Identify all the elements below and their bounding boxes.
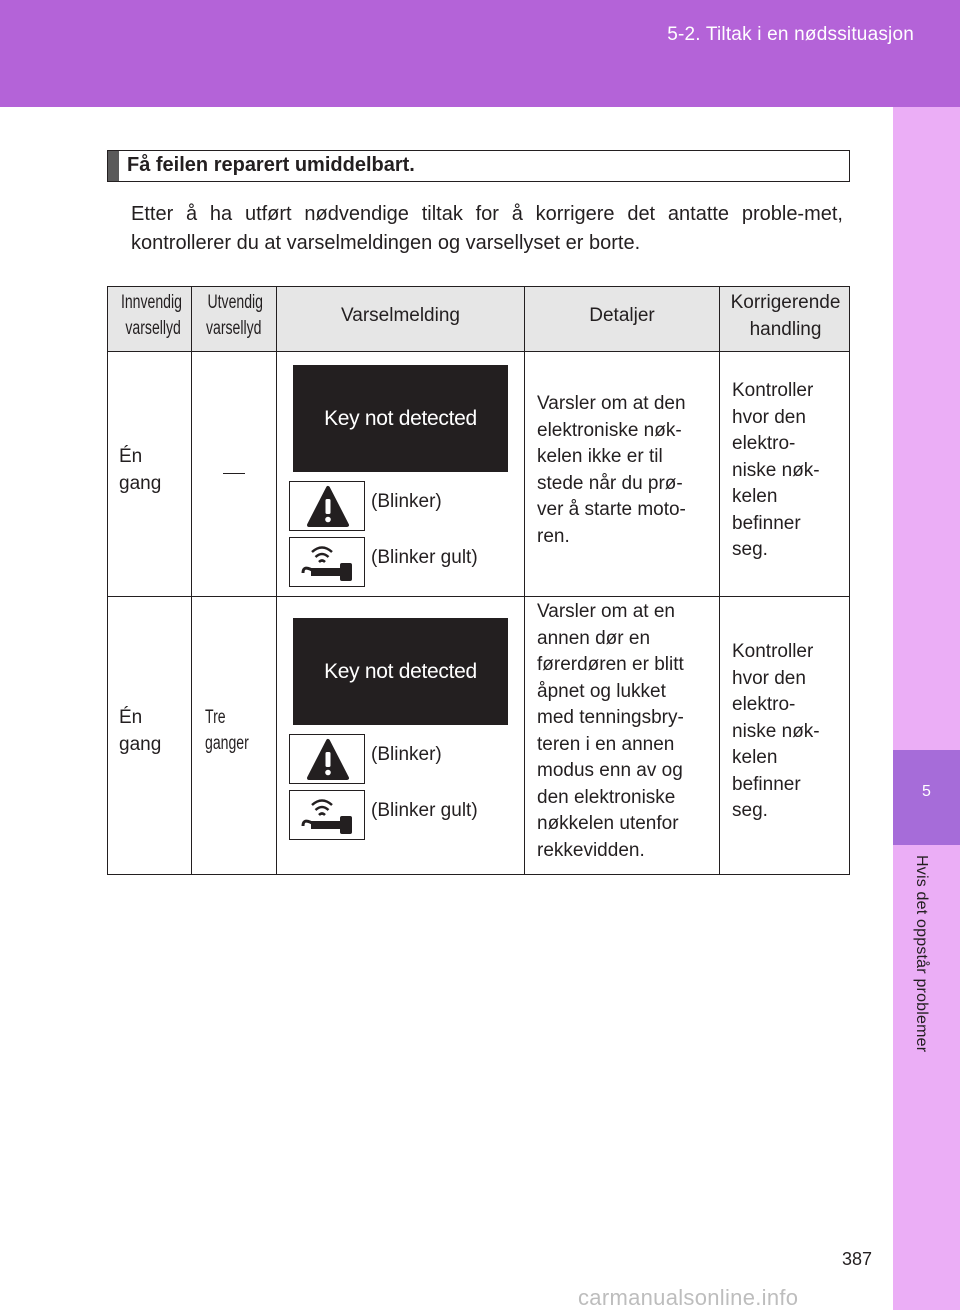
header-inner-buzzer: Innvendig varsellyd	[120, 292, 182, 339]
watermark: carmanualsonline.info	[578, 1285, 799, 1310]
row1-icon1-label: (Blinker)	[371, 491, 442, 512]
row2-action: Kontroller hvor den elektro- niske nøk- kelen befinner seg.	[732, 641, 820, 821]
row2-display-text: Key not detected	[324, 659, 477, 683]
heading-marker	[108, 151, 119, 181]
chapter-title: Hvis det oppstår problemer	[913, 855, 930, 1053]
warning-triangle-icon	[289, 734, 365, 784]
row1-inner-buzzer: Én gang	[119, 446, 162, 494]
section-title: 5-2. Tiltak i en nødssituasjon	[667, 24, 914, 45]
warning-table	[107, 286, 850, 875]
header-bar	[0, 0, 960, 107]
row2-icon2-label: (Blinker gult)	[371, 800, 478, 821]
header-action: Korrigerende handling	[730, 292, 841, 340]
row2-inner-buzzer: Én gang	[119, 707, 162, 755]
row1-action: Kontroller hvor den elektro- niske nøk- kelen befinner seg.	[732, 380, 820, 560]
row2-icon1-label: (Blinker)	[371, 744, 442, 765]
section-heading	[107, 150, 850, 182]
row2-details: Varsler om at en annen dør en førerdøren er blitt åpnet og lukket med tenningsbry- teren i en annen modus enn av og den elektroniske nøkkelen utenfor rekkevidden.	[537, 601, 684, 861]
heading-text: Få feilen reparert umiddelbart.	[127, 154, 415, 176]
smart-key-icon	[289, 537, 365, 587]
smart-key-icon	[289, 790, 365, 840]
header-outer-buzzer: Utvendig varsellyd	[206, 292, 263, 339]
chapter-number: 5	[922, 783, 931, 800]
row1-icon2-label: (Blinker gult)	[371, 547, 478, 568]
row2-display-message	[293, 618, 508, 725]
row1-display-message	[293, 365, 508, 472]
intro-paragraph: Etter å ha utført nødvendige tiltak for å korrigere det antatte proble-met, kontrollerer du at varselmeldingen og varsellyset er borte.	[131, 203, 843, 254]
row1-outer-buzzer	[223, 473, 245, 474]
row1-details: Varsler om at den elektroniske nøk- kelen ikke er til stede når du prø- ver å starte moto- ren.	[537, 393, 686, 547]
header-details: Detaljer	[589, 305, 655, 326]
page-number: 387	[842, 1249, 873, 1269]
warning-triangle-icon	[289, 481, 365, 531]
header-message: Varselmelding	[341, 305, 460, 326]
row1-display-text: Key not detected	[324, 406, 477, 430]
chapter-tab	[893, 750, 960, 845]
side-tab	[893, 107, 960, 1310]
row2-outer-buzzer: Tre ganger	[205, 707, 249, 754]
